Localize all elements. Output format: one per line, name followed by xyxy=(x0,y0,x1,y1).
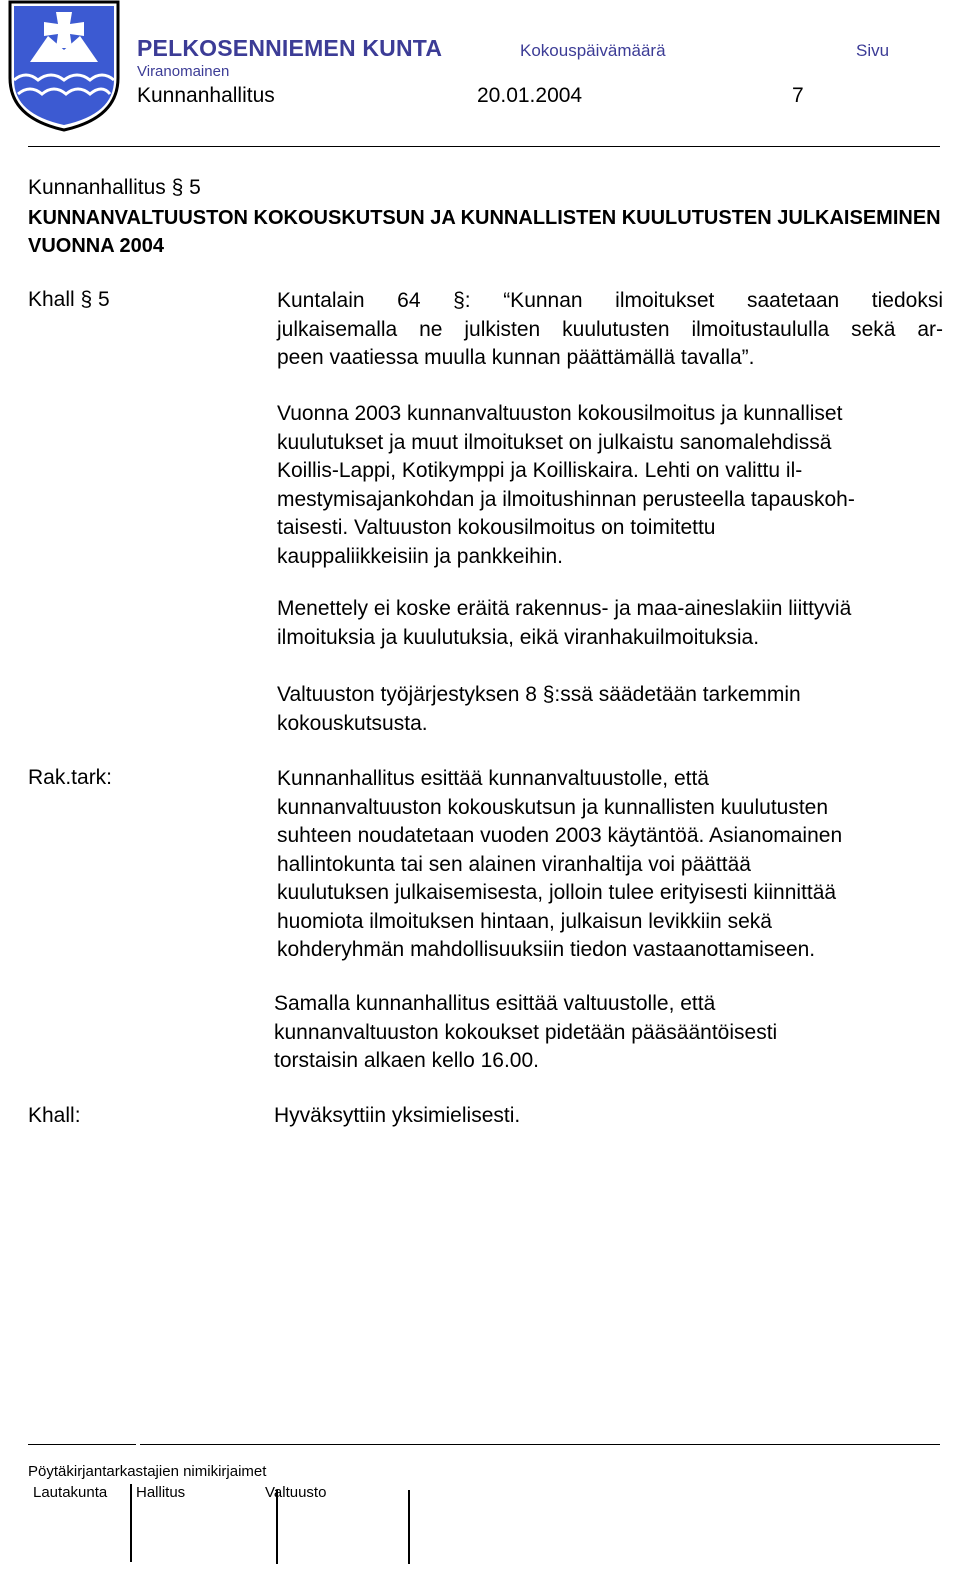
meeting-date-value: 20.01.2004 xyxy=(477,84,583,107)
footer-col-valtuusto: Valtuusto xyxy=(265,1484,327,1501)
paragraph-tyojarjestys xyxy=(277,681,943,738)
text-line: Menettely ei koske eräitä rakennus- ja maa-aineslakiin liittyviä xyxy=(277,597,852,620)
authority-value: Kunnanhallitus xyxy=(137,84,275,107)
meeting-date-label: Kokouspäivämäärä xyxy=(520,41,666,60)
paragraph-proposal xyxy=(277,765,943,965)
text-line: Kuntalain 64 §: “Kunnan ilmoitukset saatetaan tiedoksi xyxy=(277,289,943,312)
text-line: kunnanvaltuuston kokouskutsun ja kunnallisten kuulutusten xyxy=(277,795,829,819)
signature-divider xyxy=(130,1484,132,1562)
footer-divider-short xyxy=(28,1444,136,1445)
footer-col-lautakunta: Lautakunta xyxy=(33,1484,108,1501)
text-line: kokouskutsusta. xyxy=(277,711,428,735)
organization-name: PELKOSENNIEMEN KUNTA xyxy=(137,35,443,61)
authority-label: Viranomainen xyxy=(137,63,230,80)
text-line: kuulutukset ja muut ilmoitukset on julkaistu sanomalehdissä xyxy=(277,430,832,454)
signature-divider xyxy=(408,1490,410,1564)
decision-text: Hyväksyttiin yksimielisesti. xyxy=(274,1104,521,1127)
signature-divider xyxy=(276,1490,278,1564)
coat-of-arms-logo xyxy=(8,0,120,132)
text-line: taisesti. Valtuuston kokousilmoitus on toimitettu xyxy=(277,516,716,539)
header-divider xyxy=(28,146,940,147)
text-line: Samalla kunnanhallitus esittää valtuustolle, että xyxy=(274,992,716,1015)
khall-section-label: Khall § 5 xyxy=(28,288,110,311)
text-line: Koillis-Lappi, Kotikymppi ja Koilliskaira. Lehti on valittu il- xyxy=(277,459,803,482)
text-line: huomiota ilmoituksen hintaan, julkaisun levikkiin sekä xyxy=(277,909,772,933)
text-line: kunnanvaltuuston kokoukset pidetään pääsääntöisesti xyxy=(274,1020,778,1044)
text-line: suhteen noudatetaan vuoden 2003 käytäntöä. Asianomainen xyxy=(277,824,843,847)
text-line: Valtuuston työjärjestyksen 8 §:ssä säädetään tarkemmin xyxy=(277,683,801,706)
paragraph-kuntalaki xyxy=(277,287,943,373)
footer-title: Pöytäkirjantarkastajien nimikirjaimet xyxy=(28,1463,267,1480)
text-line: torstaisin alkaen kello 16.00. xyxy=(274,1049,539,1072)
rak-tark-label: Rak.tark: xyxy=(28,766,113,789)
text-line: hallintokunta tai sen alainen viranhaltija voi päättää xyxy=(277,852,751,876)
text-line: ilmoituksia ja kuulutuksia, eikä viranhakuilmoituksia. xyxy=(277,625,760,649)
text-line: kohderyhmän mahdollisuuksiin tiedon vastaanottamiseen. xyxy=(277,938,816,961)
paragraph-meeting-time xyxy=(274,990,940,1076)
text-line: kauppaliikkeisiin ja pankkeihin. xyxy=(277,544,564,568)
page-label: Sivu xyxy=(856,41,890,60)
khall-decision-label: Khall: xyxy=(28,1104,81,1127)
text-line: peen vaatiessa muulla kunnan päättämällä tavalla”. xyxy=(277,346,755,369)
paragraph-menettely xyxy=(277,595,943,652)
text-line: kuulutuksen julkaisemisesta, jolloin tulee erityisesti kiinnittää xyxy=(277,881,837,904)
text-line: mestymisajankohdan ja ilmoitushinnan perusteella tapauskoh- xyxy=(277,487,855,511)
text-line: julkaisemalla ne julkisten kuulutusten ilmoitustaululla sekä ar- xyxy=(277,317,943,341)
page-number: 7 xyxy=(792,84,804,107)
document-heading: KUNNANVALTUUSTON KOKOUSKUTSUN JA KUNNALLISTEN KUULUTUSTEN JULKAISEMINEN VUONNA 2004 xyxy=(28,207,941,257)
footer-col-hallitus: Hallitus xyxy=(136,1484,186,1501)
text-line: Vuonna 2003 kunnanvaltuuston kokousilmoitus ja kunnalliset xyxy=(277,402,843,425)
text-line: Kunnanhallitus esittää kunnanvaltuustolle, että xyxy=(277,767,709,790)
section-reference: Kunnanhallitus § 5 xyxy=(28,176,201,199)
footer-divider-long xyxy=(140,1444,940,1445)
paragraph-vuonna-2003 xyxy=(277,400,943,571)
